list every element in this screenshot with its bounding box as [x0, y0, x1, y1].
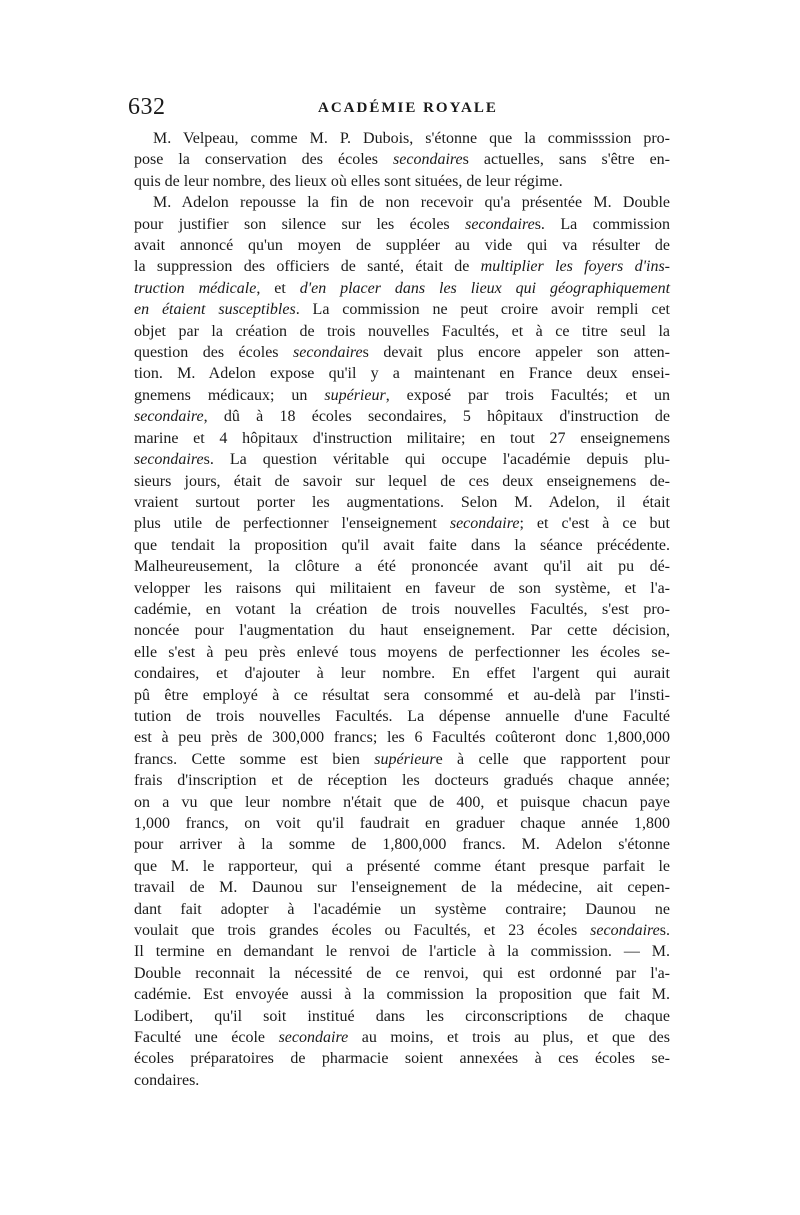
text-line: marine et 4 hôpitaux d'instruction militaire; en tout 27 enseignemens — [134, 429, 670, 447]
text-line: M. Velpeau, comme M. P. Dubois, s'étonne que la commisssion pro- — [153, 130, 670, 147]
text-line: tion. M. Adelon expose qu'il y a maintenant en France deux ensei- — [134, 365, 670, 383]
text-line: gnemens médicaux; un supérieur, exposé par trois Facultés; et un — [134, 386, 670, 404]
text-line: avait annoncé qu'un moyen de suppléer au vide qui va résulter de — [134, 237, 670, 255]
text-line: secondaire, dû à 18 écoles secondaires, 5 hôpitaux d'instruction de — [134, 408, 670, 426]
text-line: frais d'inscription et de réception les docteurs gradués chaque année; — [134, 772, 670, 790]
page-number: 632 — [128, 94, 166, 120]
text-line: question des écoles secondaires devait plus encore appeler son atten- — [134, 344, 670, 362]
text-line: cadémie. Est envoyée aussi à la commission la proposition que fait M. — [134, 986, 670, 1004]
text-line: cadémie, en votant la création de trois nouvelles Facultés, s'est pro- — [134, 600, 670, 618]
text-line: écoles préparatoires de pharmacie soient annexées à ces écoles se- — [134, 1050, 670, 1068]
text-line: condaires, et d'ajouter à leur nombre. En effet l'argent qui aurait — [134, 665, 670, 683]
text-line: truction médicale, et d'en placer dans les lieux qui géographiquement — [134, 279, 671, 297]
body-text — [134, 128, 670, 1091]
text-line: est à peu près de 300,000 francs; les 6 Facultés coûteront donc 1,800,000 — [134, 729, 670, 747]
text-line: Il termine en demandant le renvoi de l'article à la commission. — M. — [134, 943, 670, 961]
text-line: travail de M. Daunou sur l'enseignement de la médecine, ait cepen- — [134, 879, 670, 897]
text-line: plus utile de perfectionner l'enseignement secondaire; et c'est à ce but — [134, 515, 671, 533]
text-line: M. Adelon repousse la fin de non recevoir qu'a présentée M. Double — [153, 194, 670, 212]
running-head — [128, 94, 672, 124]
text-line: pour arriver à la somme de 1,800,000 francs. M. Adelon s'étonne — [134, 836, 670, 854]
text-line: en étaient susceptibles. La commission ne peut croire avoir rempli cet — [134, 301, 671, 319]
running-title: ACADÉMIE ROYALE — [318, 100, 498, 116]
text-line: pour justifier son silence sur les écoles secondaires. La commission — [134, 215, 671, 233]
text-line: dant fait adopter à l'académie un système contraire; Daunou ne — [134, 900, 670, 918]
text-line: sieurs jours, était de savoir sur lequel de ces deux enseignemens de- — [134, 472, 670, 490]
text-line: vraient surtout porter les augmentations. Selon M. Adelon, il était — [134, 493, 670, 511]
text-line: velopper les raisons qui militaient en faveur de son système, et l'a- — [134, 579, 670, 597]
text-line: objet par la création de trois nouvelles Facultés, et à ce titre seul la — [134, 322, 670, 340]
text-line: Lodibert, qu'il soit institué dans les circonscriptions de chaque — [134, 1007, 670, 1025]
text-line: que M. le rapporteur, qui a présenté comme étant presque parfait le — [134, 857, 670, 875]
text-line: la suppression des officiers de santé, était de multiplier les foyers d'ins- — [134, 258, 671, 276]
text-line: Faculté une école secondaire au moins, et trois au plus, et que des — [134, 1029, 670, 1047]
paragraph — [134, 128, 670, 192]
text-line: noncée pour l'augmentation du haut enseignement. Par cette décision, — [134, 622, 670, 640]
text-line: 1,000 francs, on voit qu'il faudrait en graduer chaque année 1,800 — [134, 815, 670, 832]
text-line: elle s'est à peu près enlevé tous moyens de perfectionner les écoles se- — [134, 643, 670, 661]
paragraph — [134, 192, 670, 1091]
text-line: pose la conservation des écoles secondaires actuelles, sans s'être en- — [134, 151, 671, 169]
text-line: condaires. — [134, 1071, 200, 1089]
text-line: secondaires. La question véritable qui occupe l'académie depuis plu- — [134, 451, 670, 469]
text-line: quis de leur nombre, des lieux où elles sont situées, de leur régime. — [134, 172, 563, 190]
text-line: pû être employé à ce résultat sera consommé et au-delà par l'insti- — [134, 686, 670, 704]
text-line: tution de trois nouvelles Facultés. La dépense annuelle d'une Faculté — [134, 707, 670, 725]
text-line: on a vu que leur nombre n'était que de 400, et puisque chacun paye — [134, 793, 670, 811]
text-line: que tendait la proposition qu'il avait faite dans la séance précédente. — [134, 536, 670, 554]
text-line: voulait que trois grandes écoles ou Facultés, et 23 écoles secondaires. — [134, 922, 670, 940]
text-line: Double reconnait la nécessité de ce renvoi, qui est ordonné par l'a- — [134, 964, 670, 982]
text-line: Malheureusement, la clôture a été prononcée avant qu'il ait pu dé- — [134, 558, 670, 576]
text-line: francs. Cette somme est bien supérieure à celle que rapportent pour — [134, 750, 671, 768]
